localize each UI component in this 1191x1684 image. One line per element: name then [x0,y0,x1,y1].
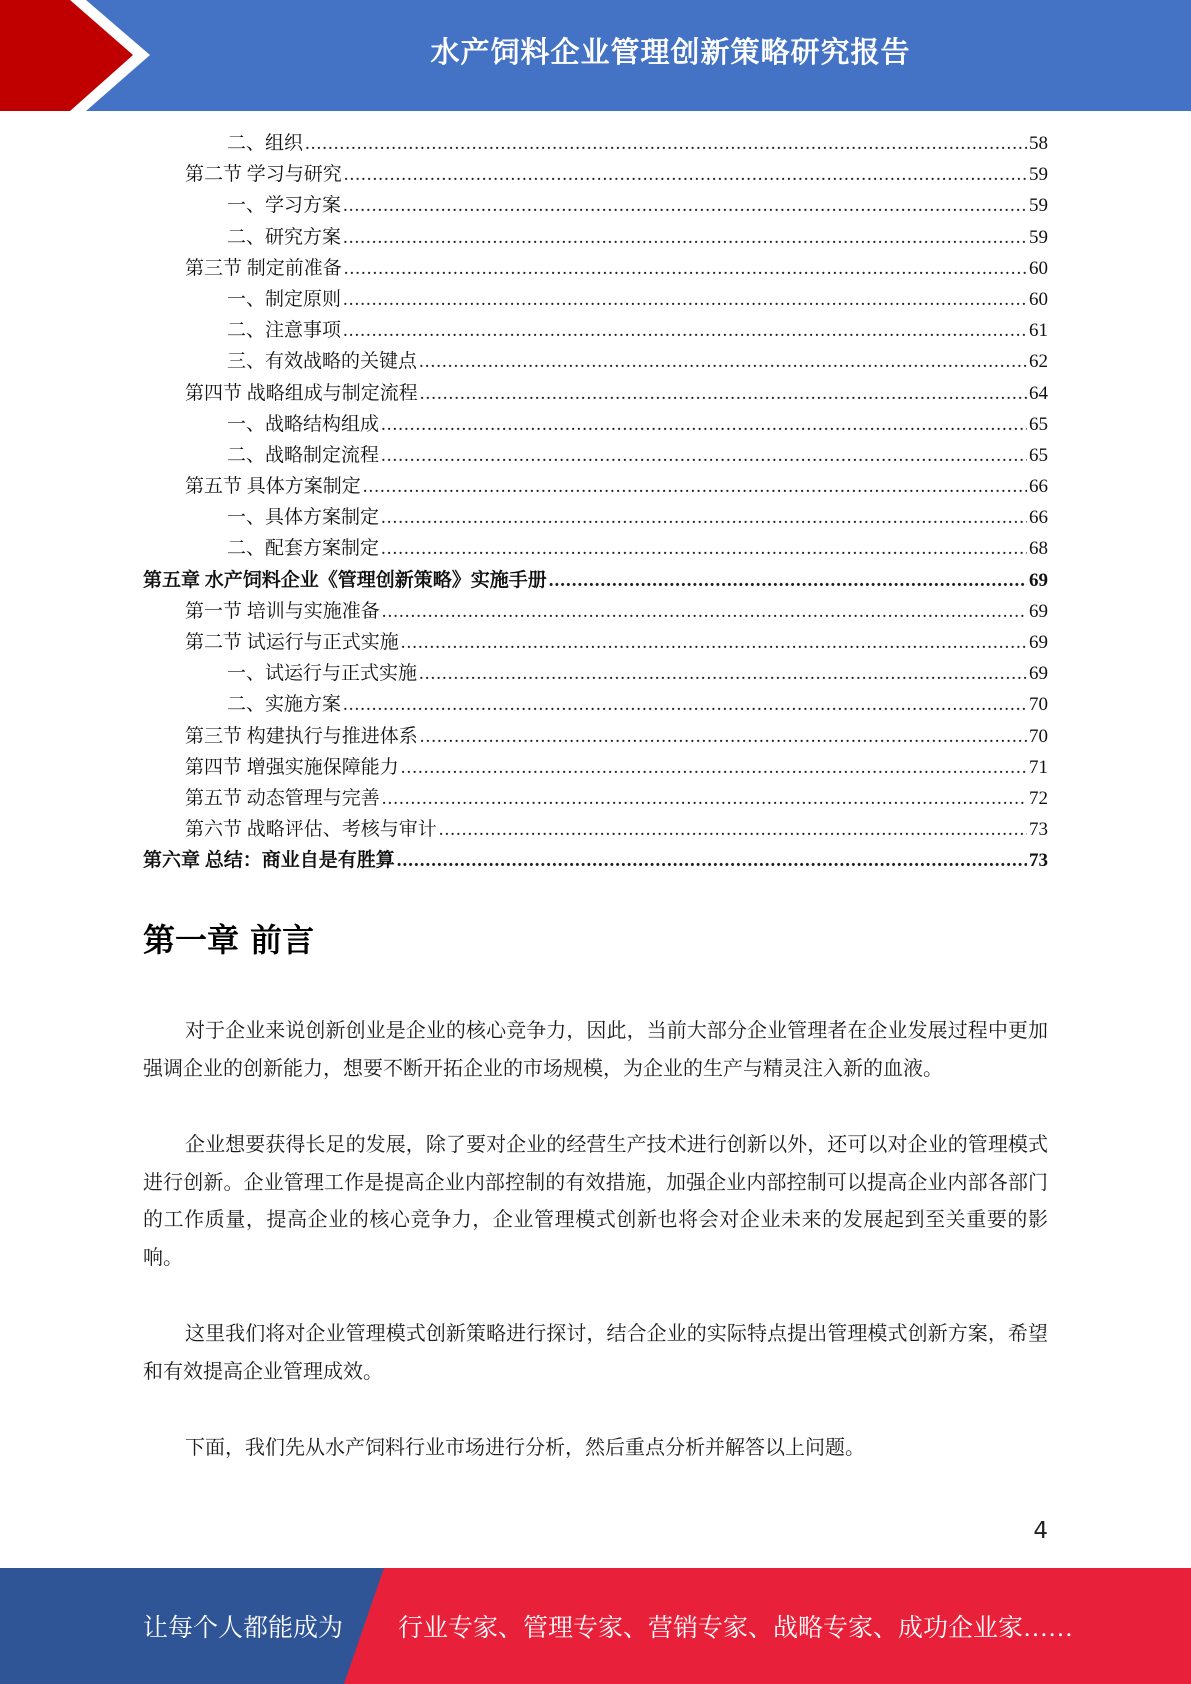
chapter-heading: 第一章 前言 [143,921,315,959]
toc-entry-label: 第四节 增强实施保障能力 [185,756,399,778]
toc-entry-page: 72 [1029,787,1048,809]
toc-entry-label: 二、研究方案 [227,226,342,248]
toc-subsection-entry[interactable] [143,440,1048,471]
toc-section-entry[interactable] [143,378,1048,409]
page-header [0,0,1191,111]
toc-entry-label: 第三节 构建执行与推进体系 [185,725,418,747]
toc-subsection-entry[interactable] [143,222,1048,253]
toc-subsection-entry[interactable] [143,284,1048,315]
toc-entry-page: 66 [1029,507,1048,529]
toc-section-entry[interactable] [143,596,1048,627]
toc-entry-page: 73 [1029,850,1048,872]
toc-dot-leader [363,471,1027,502]
toc-entry-label: 第六章 总结：商业自是有胜算 [143,850,395,872]
toc-dot-leader [381,440,1027,471]
toc-entry-page: 59 [1029,164,1048,186]
toc-subsection-entry[interactable] [143,689,1048,720]
toc-dot-leader [439,814,1027,845]
toc-dot-leader [343,315,1027,346]
toc-dot-leader [381,502,1027,533]
toc-entry-page: 61 [1029,320,1048,342]
toc-dot-leader [343,689,1027,720]
toc-dot-leader [343,284,1027,315]
paragraph-3: 这里我们将对企业管理模式创新策略进行探讨，结合企业的实际特点提出管理模式创新方案，希望和有效提高企业管理成效。 [143,1323,1048,1383]
paragraph-2: 企业想要获得长足的发展，除了要对企业的经营生产技术进行创新以外，还可以对企业的管理模式进行创新。企业管理工作是提高企业内部控制的有效措施，加强企业内部控制可以提高企业内部各部门的工作质量，提高企业的核心竞争力，企业管理模式创新也将会对企业未来的发展起到至关重要的影响。 [143,1134,1048,1269]
toc-entry-page: 64 [1029,382,1048,404]
toc-entry-label: 二、注意事项 [227,320,342,342]
page-footer [0,1568,1191,1684]
toc-entry-label: 第五章 水产饲料企业《管理创新策略》实施手册 [143,569,547,591]
chapter-body [143,1013,1048,1507]
toc-entry-label: 第五节 具体方案制定 [185,476,361,498]
toc-entry-label: 一、学习方案 [227,195,342,217]
toc-dot-leader [419,658,1027,689]
toc-dot-leader [401,627,1027,658]
toc-subsection-entry[interactable] [143,190,1048,221]
toc-subsection-entry[interactable] [143,502,1048,533]
toc-entry-page: 60 [1029,257,1048,279]
toc-entry-label: 第二节 学习与研究 [185,164,342,186]
toc-subsection-entry[interactable] [143,658,1048,689]
toc-dot-leader [382,783,1027,814]
toc-entry-label: 二、组织 [227,133,304,154]
toc-dot-leader [419,346,1027,377]
header-red-arrow [0,0,137,111]
toc-entry-label: 一、试运行与正式实施 [227,663,418,685]
toc-section-entry[interactable] [143,159,1048,190]
toc-entry-page: 58 [1029,133,1048,154]
toc-entry-page: 69 [1029,600,1048,622]
toc-entry-page: 68 [1029,538,1048,560]
toc-dot-leader [381,409,1027,440]
toc-dot-leader [420,721,1027,752]
toc-entry-page: 62 [1029,351,1048,373]
toc-entry-label: 第六节 战略评估、考核与审计 [185,819,437,841]
toc-dot-leader [344,159,1027,190]
toc-entry-label: 第四节 战略组成与制定流程 [185,382,418,404]
toc-dot-leader [343,222,1027,253]
toc-entry-label: 一、战略结构组成 [227,413,380,435]
toc-subsection-entry[interactable] [143,315,1048,346]
toc-section-entry[interactable] [143,253,1048,284]
toc-section-entry[interactable] [143,721,1048,752]
report-title: 水产饲料企业管理创新策略研究报告 [430,34,911,69]
toc-entry-page: 59 [1029,195,1048,217]
toc-entry-label: 第一节 培训与实施准备 [185,600,380,622]
toc-subsection-entry[interactable] [143,346,1048,377]
table-of-contents [143,128,1048,877]
paragraph-4: 下面，我们先从水产饲料行业市场进行分析，然后重点分析并解答以上问题。 [185,1437,865,1459]
toc-entry-label: 三、有效战略的关键点 [227,351,418,373]
paragraph-1: 对于企业来说创新创业是企业的核心竞争力，因此，当前大部分企业管理者在企业发展过程中更加强调企业的创新能力，想要不断开拓企业的市场规模，为企业的生产与精灵注入新的血液。 [143,1020,1048,1080]
toc-subsection-entry[interactable] [143,533,1048,564]
toc-entry-page: 65 [1029,444,1048,466]
toc-dot-leader [401,752,1027,783]
toc-entry-label: 第五节 动态管理与完善 [185,787,380,809]
toc-entry-page: 59 [1029,226,1048,248]
toc-dot-leader [420,378,1027,409]
toc-entry-page: 60 [1029,288,1048,310]
toc-section-entry[interactable] [143,752,1048,783]
toc-entry-page: 65 [1029,413,1048,435]
toc-dot-leader [397,845,1027,876]
toc-entry-page: 69 [1029,569,1048,591]
footer-slogan-left: 让每个人都能成为 [143,1615,344,1642]
toc-subsection-entry[interactable] [143,409,1048,440]
toc-dot-leader [343,190,1027,221]
toc-section-entry[interactable] [143,783,1048,814]
toc-entry-label: 一、制定原则 [227,288,342,310]
toc-entry-page: 71 [1029,756,1048,778]
toc-section-entry[interactable] [143,471,1048,502]
toc-entry-label: 二、配套方案制定 [227,538,380,560]
toc-entry-label: 一、具体方案制定 [227,507,380,529]
toc-dot-leader [381,533,1027,564]
toc-entry-page: 73 [1029,819,1048,841]
toc-dot-leader [344,253,1027,284]
toc-chapter-entry[interactable] [143,565,1048,596]
toc-entry-page: 70 [1029,725,1048,747]
toc-entry-label: 二、实施方案 [227,694,342,716]
toc-entry-page: 69 [1029,632,1048,653]
toc-entry-label: 第三节 制定前准备 [185,257,342,279]
toc-chapter-entry[interactable] [143,845,1048,876]
toc-dot-leader [382,596,1027,627]
footer-slogan-right: 行业专家、管理专家、营销专家、战略专家、成功企业家…… [398,1615,1074,1642]
toc-entry-label: 二、战略制定流程 [227,444,380,466]
page-number: 4 [1033,1518,1048,1544]
toc-entry-page: 70 [1029,694,1048,716]
toc-section-entry[interactable] [143,627,1048,658]
toc-dot-leader [549,565,1027,596]
toc-entry-page: 69 [1029,663,1048,685]
toc-dot-leader [305,128,1027,159]
toc-subsection-entry[interactable] [143,128,1048,159]
toc-entry-page: 66 [1029,476,1048,498]
toc-entry-label: 第二节 试运行与正式实施 [185,632,399,653]
toc-section-entry[interactable] [143,814,1048,845]
